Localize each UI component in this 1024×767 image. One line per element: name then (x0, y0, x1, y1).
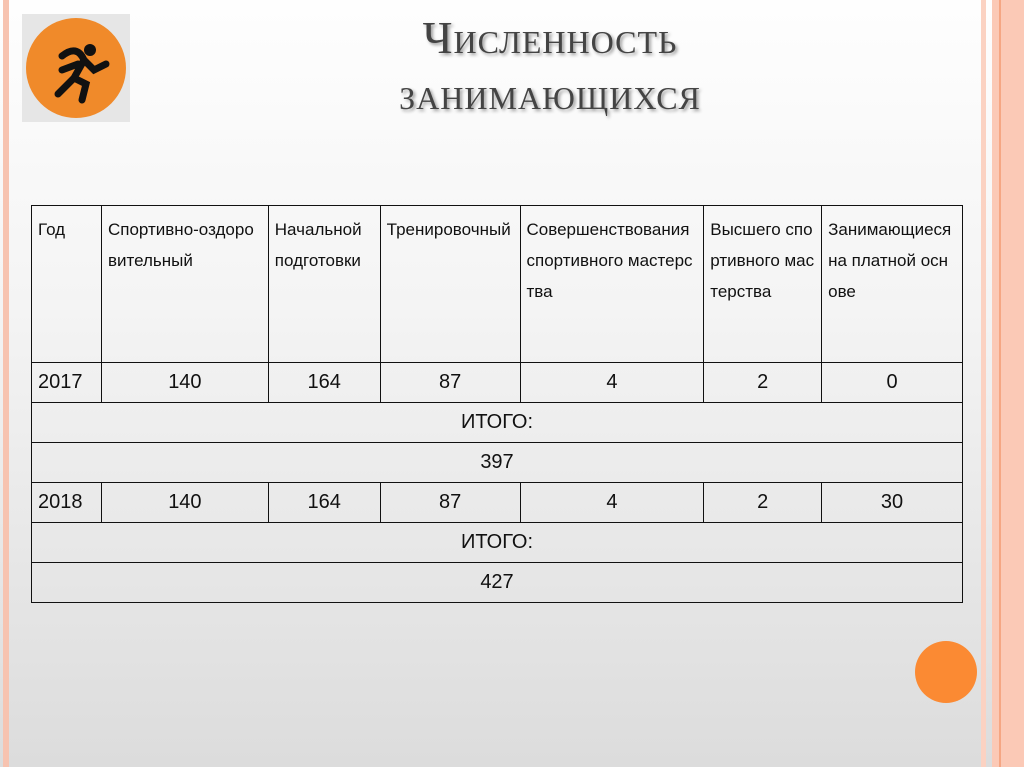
total-label: ИТОГО: (32, 523, 963, 563)
header-row (32, 206, 963, 363)
table-row (32, 483, 963, 523)
page-title (200, 10, 900, 122)
year-cell: 2018 (32, 483, 102, 523)
value-cell: 140 (101, 363, 268, 403)
value-cell: 164 (268, 483, 380, 523)
total-label-row (32, 523, 963, 563)
value-cell: 87 (380, 363, 520, 403)
right-decor-band (992, 0, 1024, 767)
total-row (32, 563, 963, 603)
total-row (32, 443, 963, 483)
table-row (32, 363, 963, 403)
total-value: 397 (32, 443, 963, 483)
header-cell: Спортивно-оздоровительный (101, 206, 268, 363)
value-cell: 30 (822, 483, 963, 523)
header-cell: Совершенствования спортивного мастерства (520, 206, 704, 363)
title-line-1: Численность (422, 12, 678, 63)
title-line-2: занимающихся (399, 68, 701, 119)
header-cell: Тренировочный (380, 206, 520, 363)
value-cell: 2 (704, 483, 822, 523)
value-cell: 164 (268, 363, 380, 403)
header-cell: Высшего спортивного мастерства (704, 206, 822, 363)
students-table (31, 205, 963, 603)
value-cell: 4 (520, 483, 704, 523)
right-decor-stripe (981, 0, 986, 767)
total-label-row (32, 403, 963, 443)
value-cell: 140 (101, 483, 268, 523)
left-decor-stripe (3, 0, 9, 767)
header-cell: Начальной подготовки (268, 206, 380, 363)
decor-circle (915, 641, 977, 703)
header-cell: Занимающиеся на платной основе (822, 206, 963, 363)
value-cell: 4 (520, 363, 704, 403)
school-logo (22, 14, 130, 122)
total-value: 427 (32, 563, 963, 603)
header-cell: Год (32, 206, 102, 363)
value-cell: 0 (822, 363, 963, 403)
value-cell: 2 (704, 363, 822, 403)
year-cell: 2017 (32, 363, 102, 403)
right-decor-line (999, 0, 1001, 767)
value-cell: 87 (380, 483, 520, 523)
total-label: ИТОГО: (32, 403, 963, 443)
